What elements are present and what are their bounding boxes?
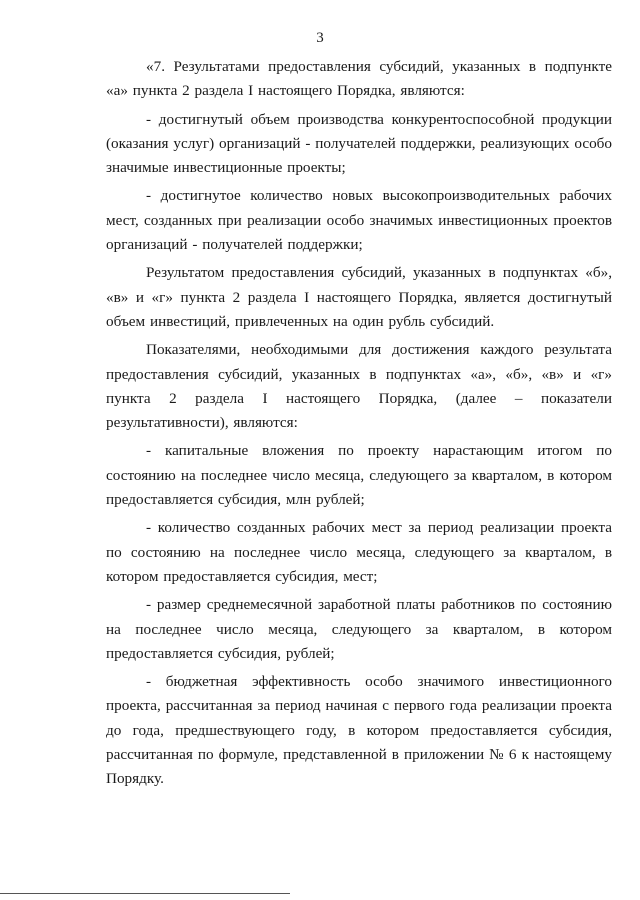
paragraph-new-jobs: - достигнутое количество новых высокопроизводительных рабочих мест, созданных при реализации особо значимых инвестиционных проектов организаций - получателей поддержки; [106, 187, 612, 254]
paragraph-capital-investment: - капитальные вложения по проекту нарастающим итогом по состоянию на последнее число месяца, следующего за кварталом, в котором предоставляется субсидия, млн рублей; [106, 442, 612, 509]
paragraph-indicators-intro: Показателями, необходимыми для достижения каждого результата предоставления субсидий, указанных в подпунктах «а», «б», «в» и «г» пункта 2 раздела I настоящего Порядка, (далее – показатели результативности), являются: [106, 341, 612, 432]
footer-divider [0, 893, 290, 894]
paragraph-budget-efficiency: - бюджетная эффективность особо значимого инвестиционного проекта, рассчитанная за период начиная с первого года реализации проекта до года, предшествующего году, в котором предоставляется субсидия, рассчитанная по формуле, представленной в приложении № 6 к настоящему Порядку. [106, 673, 612, 788]
document-body [106, 55, 612, 796]
paragraph-created-jobs: - количество созданных рабочих мест за период реализации проекта по состоянию на последнее число месяца, следующего за кварталом, в котором предоставляется субсидия, мест; [106, 519, 612, 585]
paragraph-investment-result: Результатом предоставления субсидий, указанных в подпунктах «б», «в» и «г» пункта 2 раздела I настоящего Порядка, является достигнутый объем инвестиций, привлеченных на один рубль субсидий. [106, 264, 612, 330]
page-number: 3 [316, 30, 324, 46]
paragraph-average-salary: - размер среднемесячной заработной платы работников по состоянию на последнее число месяца, следующего за кварталом, в котором предоставляется субсидия, рублей; [106, 596, 612, 662]
paragraph-production-volume: - достигнутый объем производства конкурентоспособной продукции (оказания услуг) организаций - получателей поддержки, реализующих особо значимые инвестиционные проекты; [106, 110, 612, 177]
paragraph-results-intro: «7. Результатами предоставления субсидий, указанных в подпункте «а» пункта 2 раздела I настоящего Порядка, являются: [106, 58, 612, 100]
